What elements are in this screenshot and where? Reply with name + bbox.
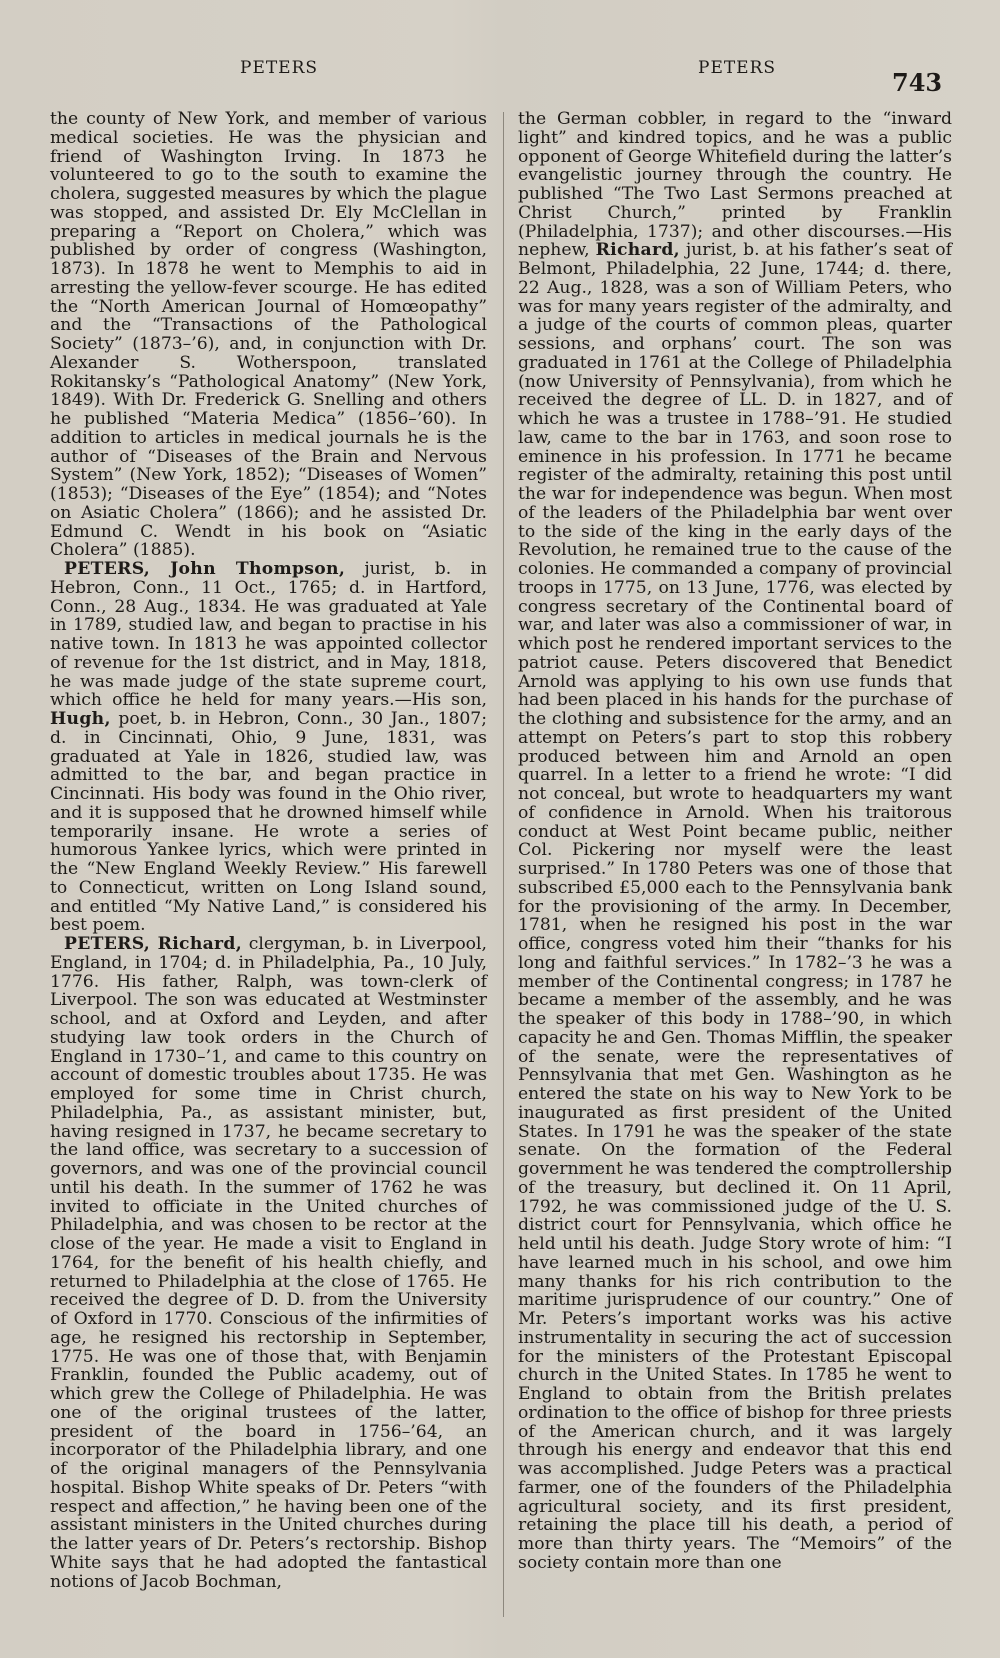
entry-heading-john-thompson: PETERS, John Thompson, bbox=[64, 559, 346, 579]
continued-richard-text: the German cobbler, in regard to the “inward light” and kindred topics, and he was a public opponent of George Whitefield during the latter’s evangelistic journey through the country. He published “The Two Last Sermons preached at Christ Church,” printed by Franklin (Philadelphia, 1737); and other discourses.—His nephew, bbox=[518, 109, 952, 261]
left-column bbox=[50, 110, 487, 1591]
entry-text-john-thompson: jurist, b. in Hebron, Conn., 11 Oct., 1765; d. in Hartford, Conn., 28 Aug., 1834. He was graduated at Yale in 1789, studied law, and began to practise in his native town. In 1813 he was appointed collector of revenue for the 1st district, and in May, 1818, he was made judge of the state supreme court, which office he held for many years.—His son, bbox=[50, 559, 487, 711]
left-running-head: PETERS bbox=[240, 58, 319, 78]
entry-john-thompson-peters bbox=[50, 560, 487, 935]
continued-entry-text: the county of New York, and member of various medical societies. He was the physician and friend of Washington Irving. In 1873 he volunteered to go to the south to examine the cholera, suggested measures by which the plague was stopped, and assisted Dr. Ely McClellan in preparing a “Report on Cholera,” which was published by order of congress (Washington, 1873). In 1878 he went to Memphis to aid in arresting the yellow-fever scourge. He has edited the “North American Journal of Homœopathy” and the “Transactions of the Pathological Society” (1873–’6), and, in conjunction with Dr. Alexander S. Wotherspoon, translated Rokitansky’s “Pathological Anatomy” (New York, 1849). With Dr. Frederick G. Snelling and others he published “Materia Medica” (1856–’60). In addition to articles in medical journals he is the author of “Diseases of the Brain and Nervous System” (New York, 1852); “Diseases of Women” (1853); “Diseases of the Eye” (1854); and “Notes on Asiatic Cholera” (1866); and he assisted Dr. Edmund C. Wendt in his book on “Asiatic Cholera” (1885). bbox=[50, 109, 487, 561]
entry-richard-peters-clergyman bbox=[50, 935, 487, 1591]
right-column bbox=[518, 110, 952, 1573]
entry-text-richard: clergyman, b. in Liverpool, England, in 1704; d. in Philadelphia, Pa., 10 July, 1776. His father, Ralph, was town-clerk of Liverpool. The son was educated at Westminster school, and at Oxford and Leyden, and after studying law took orders in the Church of England in 1730–’1, and came to this country on account of domestic troubles about 1735. He was employed for some time in Christ church, Philadelphia, Pa., as assistant minister, but, having resigned in 1737, he became secretary to the land office, was secretary to a succession of governors, and was one of the provincial council until his death. In the summer of 1762 he was invited to officiate in the United churches of Philadelphia, and was chosen to be rector at the close of the year. He made a visit to England in 1764, for the benefit of his health chiefly, and returned to Philadelphia at the close of 1765. He received the degree of D. D. from the University of Oxford in 1770. Conscious of the infirmities of age, he resigned his rectorship in September, 1775. He was one of those that, with Benjamin Franklin, founded the Public academy, out of which grew the College of Philadelphia. He was one of the original trustees of the latter, president of the board in 1756–’64, an incorporator of the Philadelphia library, and one of the original managers of the Pennsylvania hospital. Bishop White speaks of Dr. Peters “with respect and affection,” he having been one of the assistant ministers in the United churches during the latter years of Dr. Peters’s rectorship. Bishop White says that he had adopted the fantastical notions of Jacob Bochman, bbox=[50, 934, 487, 1592]
continued-entry-paragraph bbox=[50, 110, 487, 560]
page-number: 743 bbox=[892, 68, 943, 97]
entry-text-richard-jurist: jurist, b. at his father’s seat of Belmont, Philadelphia, 22 June, 1744; d. there, 22 Aug., 1828, was a son of William Peters, who was for many years register of the admiralty, and a judge of the courts of common pleas, quarter sessions, and orphans’ court. The son was graduated in 1761 at the College of Philadelphia (now University of Pennsylvania), from which he received the degree of LL. D. in 1827, and of which he was a trustee in 1788–’91. He studied law, came to the bar in 1763, and soon rose to eminence in his profession. In 1771 he became register of the admiralty, retaining this post until the war for independence was begun. When most of the leaders of the Philadelphia bar went over to the side of the king in the early days of the Revolution, he remained true to the cause of the colonies. He commanded a company of provincial troops in 1775, on 13 June, 1776, was elected by congress secretary of the Continental board of war, and later was also a commissioner of war, in which post he rendered important services to the patriot cause. Peters discovered that Benedict Arnold was applying to his own use funds that had been placed in his hands for the purchase of the clothing and subsistence for the army, and an attempt on Peters’s part to stop this robbery produced between him and Arnold an open quarrel. In a letter to a friend he wrote: “I did not conceal, but wrote to headquarters my want of confidence in Arnold. When his traitorous conduct at West Point became public, neither Col. Pickering nor myself were the least surprised.” In 1780 Peters was one of those that subscribed £5,000 each to the Pennsylvania bank for the provisioning of the army. In December, 1781, when he resigned his post in the war office, congress voted him their “thanks for his long and faithful services.” In 1782–’3 he was a member of the Continental congress; in 1787 he became a member of the assembly, and he was the speaker of this body in 1788–’90, in which capacity he and Gen. Thomas Mifflin, the speaker of the senate, were the representatives of Pennsylvania that met Gen. Washington as he entered the state on his way to New York to be inaugurated as first president of the United States. In 1791 he was the speaker of the state senate. On the formation of the Federal government he was tendered the comptrollership of the treasury, but declined it. On 11 April, 1792, he was commissioned judge of the U. S. district court for Pennsylvania, which office he held until his death. Judge Story wrote of him: “I have learned much in his school, and owe him many thanks for his rich contribution to the maritime jurisprudence of our country.” One of Mr. Peters’s important works was his active instrumentality in securing the act of succession for the ministers of the Protestant Episcopal church in the United States. In 1785 he went to England to obtain from the British prelates ordination to the office of bishop for three priests of the American church, and it was largely through his energy and endeavor that this end was accomplished. Judge Peters was a practical farmer, one of the founders of the Philadelphia agricultural society, and its first president, retaining the place till his death, a period of more than thirty years. The “Memoirs” of the society contain more than one bbox=[518, 240, 952, 1573]
entry-subheading-richard-jurist: Richard, bbox=[595, 240, 680, 261]
column-divider bbox=[503, 112, 504, 1617]
entry-heading-richard: PETERS, Richard, bbox=[64, 934, 243, 954]
entry-subheading-hugh: Hugh, bbox=[50, 709, 111, 729]
continued-richard-paragraph bbox=[518, 110, 952, 1573]
entry-text-hugh: poet, b. in Hebron, Conn., 30 Jan., 1807; d. in Cincinnati, Ohio, 9 June, 1831, was graduated at Yale in 1826, studied law, was admitted to the bar, and began practice in Cincinnati. His body was found in the Ohio river, and it is supposed that he drowned himself while temporarily insane. He wrote a series of humorous Yankee lyrics, which were printed in the “New England Weekly Review.” His farewell to Connecticut, written on Long Island sound, and entitled “My Native Land,” is considered his best poem. bbox=[50, 709, 487, 936]
right-running-head: PETERS bbox=[698, 58, 777, 78]
